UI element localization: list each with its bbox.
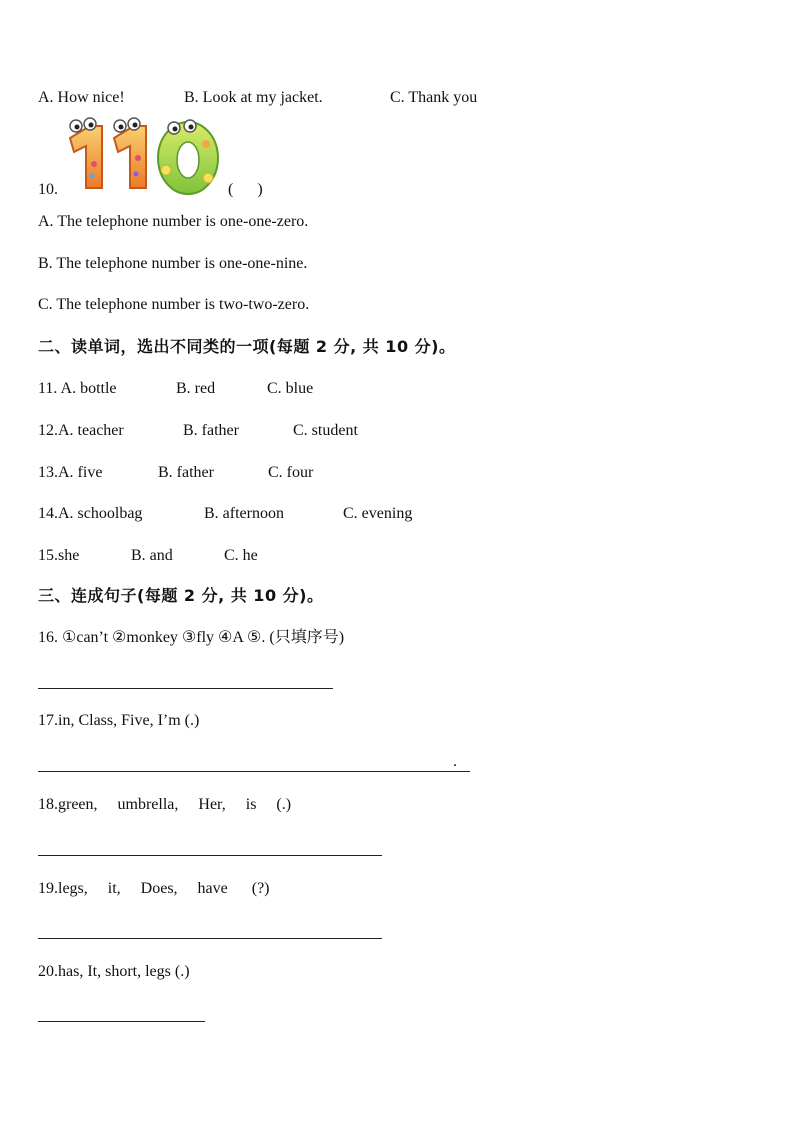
q16-prompt: 16. ①can’t ②monkey ③fly ④A ⑤. (只填序号)	[38, 629, 345, 646]
q9-option-b: B. Look at my jacket.	[184, 89, 323, 106]
q15-option-b: B. and	[131, 547, 173, 564]
q10-option-c: C. The telephone number is two-two-zero.	[38, 296, 310, 313]
q9-option-c: C. Thank you	[390, 89, 478, 106]
q10-answer-bracket: ( )	[228, 181, 263, 198]
q18-prompt: 18.green, umbrella, Her, is (.)	[38, 796, 292, 813]
q11-option-b: B. red	[176, 380, 216, 397]
q20-prompt: 20.has, It, short, legs (.)	[38, 963, 190, 980]
q18-answer-line[interactable]	[38, 855, 382, 856]
q19-answer-line[interactable]	[38, 938, 382, 939]
section-2-title: 二、读单词，选出不同类的一项(每题 2 分, 共 10 分)。	[38, 337, 456, 356]
q16-answer-line[interactable]	[38, 688, 333, 689]
q17-end-period: .	[453, 753, 457, 770]
q12-option-c: C. student	[293, 422, 358, 439]
q11-option-c: C. blue	[267, 380, 314, 397]
q17-answer-line[interactable]	[38, 771, 470, 772]
q12-option-a: 12.A. teacher	[38, 422, 124, 439]
q10-option-a: A. The telephone number is one-one-zero.	[38, 213, 309, 230]
q14-option-b: B. afternoon	[204, 505, 284, 522]
q12-option-b: B. father	[183, 422, 239, 439]
number-110-image	[62, 114, 224, 198]
q11-option-a: 11. A. bottle	[38, 380, 117, 397]
q14-option-a: 14.A. schoolbag	[38, 505, 143, 522]
section-3-title: 三、连成句子(每题 2 分, 共 10 分)。	[38, 586, 324, 605]
q19-prompt: 19.legs, it, Does, have (?)	[38, 880, 270, 897]
q13-option-b: B. father	[158, 464, 214, 481]
q13-option-c: C. four	[268, 464, 314, 481]
q14-option-c: C. evening	[343, 505, 413, 522]
q17-prompt: 17.in, Class, Five, I’m (.)	[38, 712, 200, 729]
q10-option-b: B. The telephone number is one-one-nine.	[38, 255, 308, 272]
q15-option-c: C. he	[224, 547, 258, 564]
q15-option-a: 15.she	[38, 547, 80, 564]
q13-option-a: 13.A. five	[38, 464, 103, 481]
q9-option-a: A. How nice!	[38, 89, 125, 106]
q10-number: 10.	[38, 181, 58, 198]
q20-answer-line[interactable]	[38, 1021, 205, 1022]
